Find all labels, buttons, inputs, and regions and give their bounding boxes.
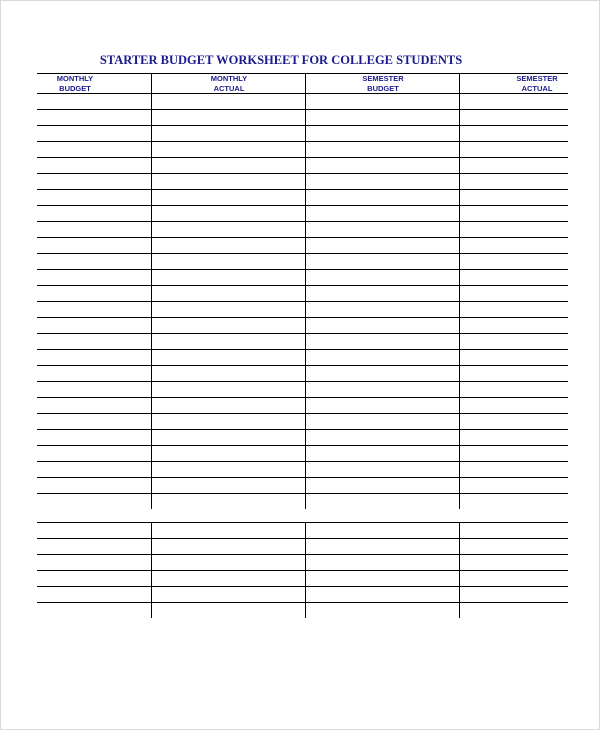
table-row-line	[37, 477, 568, 478]
table-row-line	[37, 269, 568, 270]
table-row-line	[37, 301, 568, 302]
table-row-line	[37, 253, 568, 254]
table-row-line	[37, 602, 568, 603]
table-row-line	[37, 522, 568, 523]
table-row-line	[37, 429, 568, 430]
table-row-line	[37, 125, 568, 126]
col-header-semester-actual: SEMESTER ACTUAL	[516, 74, 558, 93]
table-row-line	[37, 333, 568, 334]
table-row-line	[37, 285, 568, 286]
column-divider	[151, 522, 152, 618]
table-row-line	[37, 397, 568, 398]
table-row-line	[37, 461, 568, 462]
table-row-line	[37, 317, 568, 318]
table-row-line	[37, 586, 568, 587]
table-row-line	[37, 109, 568, 110]
column-divider	[459, 522, 460, 618]
column-divider	[305, 73, 306, 509]
table-row-line	[37, 173, 568, 174]
table-row-line	[37, 381, 568, 382]
table-row-line	[37, 205, 568, 206]
table-row-line	[37, 493, 568, 494]
column-divider	[305, 522, 306, 618]
column-divider	[151, 73, 152, 509]
table-row-line	[37, 237, 568, 238]
table-row-line	[37, 413, 568, 414]
col-header-monthly-budget: MONTHLY BUDGET	[56, 74, 94, 93]
worksheet-title: STARTER BUDGET WORKSHEET FOR COLLEGE STUDENTS	[99, 53, 463, 67]
table-row-line	[37, 570, 568, 571]
col-header-semester-budget: SEMESTER BUDGET	[362, 74, 404, 93]
table-row-line	[37, 141, 568, 142]
table-row-line	[37, 445, 568, 446]
table-row-line	[37, 349, 568, 350]
table-row-line	[37, 189, 568, 190]
table-row-line	[37, 93, 568, 94]
table-row-line	[37, 221, 568, 222]
col-header-monthly-actual: MONTHLY ACTUAL	[210, 74, 248, 93]
table-row-line	[37, 157, 568, 158]
table-row-line	[37, 554, 568, 555]
column-divider	[459, 73, 460, 509]
table-row-line	[37, 538, 568, 539]
table-row-line	[37, 365, 568, 366]
